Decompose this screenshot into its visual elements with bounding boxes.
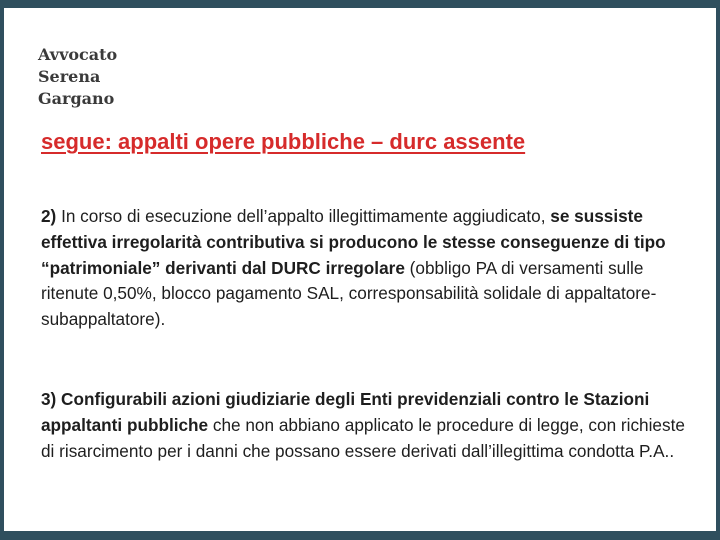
paragraph-2-text-1: In corso di esecuzione dell’appalto illegittimamente aggiudicato, [56, 206, 551, 226]
paragraph-2-bold: se sussiste effettiva irregolarità contributiva si producono le stesse conseguenze di tipo “patrimoniale” derivanti dal DURC irregolare [41, 206, 666, 278]
paragraph-3 [41, 387, 691, 464]
paragraph-3-bold: 3) Configurabili azioni giudiziarie degli Enti previdenziali contro le Stazioni appaltanti pubbliche [41, 389, 650, 435]
firm-logo [38, 44, 117, 110]
logo-line-2: Serena [38, 67, 101, 86]
paragraph-3-text: che non abbiano applicato le procedure di legge, con richieste di risarcimento per i danni che possano essere derivati dall’illegittima condotta P.A.. [41, 414, 685, 461]
paragraph-2-text-2: (obbligo PA di versamenti sulle ritenute 0,50%, blocco pagamento SAL, corresponsabilità solidale di appaltatore-subappaltatore). [41, 257, 657, 330]
slide-title: segue: appalti opere pubbliche – durc assente [41, 129, 526, 154]
paragraph-2 [41, 204, 691, 333]
paragraph-2-number: 2) [41, 206, 57, 226]
logo-line-3: Gargano [38, 89, 115, 108]
logo-line-1: Avvocato [38, 45, 118, 64]
